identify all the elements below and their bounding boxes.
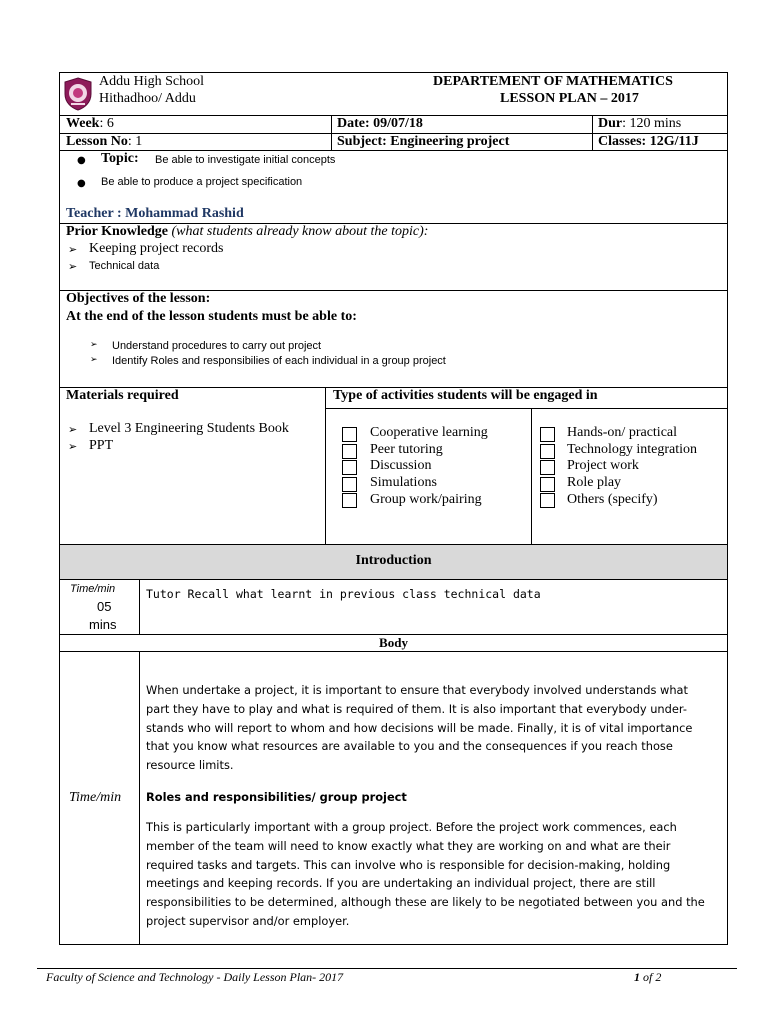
- prior-item: Technical data: [89, 260, 160, 272]
- page-current: 1: [634, 970, 640, 984]
- checkbox-cooperative-learning[interactable]: [342, 427, 357, 442]
- text-line: required tasks and targets. This can involve who is responsible for decision-making, holding: [146, 857, 671, 872]
- material-item: Level 3 Engineering Students Book: [89, 421, 289, 436]
- checkbox-role-play[interactable]: [540, 477, 555, 492]
- week-label: Week: [66, 116, 100, 131]
- subject-value: Engineering project: [390, 134, 510, 149]
- dur-label: Dur: [598, 116, 623, 131]
- objectives-subheading: At the end of the lesson students must be able to:: [66, 309, 357, 324]
- activity-label: Peer tutoring: [370, 442, 443, 457]
- activity-label: Hands-on/ practical: [567, 425, 678, 440]
- text-line: meetings and keeping records. If you are undertaking an individual project, there are still: [146, 876, 656, 891]
- topic-item: Be able to investigate initial concepts: [155, 154, 336, 166]
- classes-field: [598, 134, 699, 150]
- body-subheading: Roles and responsibilities/ group project: [146, 790, 407, 804]
- date-field: [337, 116, 423, 132]
- page-number: [634, 970, 661, 985]
- arrow-bullet-icon: ➢: [68, 260, 78, 273]
- text-line: responsibilities to be determined, although these are likely to be negotiated between you and the: [146, 895, 705, 910]
- checkbox-simulations[interactable]: [342, 477, 357, 492]
- activity-label: Project work: [567, 458, 639, 473]
- checkbox-technology-integration[interactable]: [540, 444, 555, 459]
- classes-label: Classes:: [598, 134, 647, 149]
- objectives-heading: Objectives of the lesson:: [66, 291, 211, 306]
- date-value: 09/07/18: [373, 116, 423, 131]
- arrow-bullet-icon: ➢: [68, 243, 78, 256]
- checkbox-hands-on[interactable]: [540, 427, 555, 442]
- prior-item: Keeping project records: [89, 241, 224, 256]
- week-field: [66, 116, 114, 132]
- text-line: project supervisor and/or employer.: [146, 913, 350, 928]
- checkbox-group-work[interactable]: [342, 493, 357, 508]
- lesson-plan-title: LESSON PLAN – 2017: [500, 91, 639, 106]
- duration-field: [598, 116, 681, 132]
- body-paragraph-2: [146, 818, 705, 931]
- school-name: Addu High School: [99, 74, 204, 89]
- prior-knowledge-hint: (what students already know about the topic):: [171, 224, 429, 239]
- text-line: resource limits.: [146, 758, 234, 773]
- page-of: of 2: [643, 970, 662, 984]
- body-time-label: Time/min: [69, 790, 122, 805]
- activity-label: Simulations: [370, 475, 437, 490]
- subject-label: Subject:: [337, 134, 387, 149]
- date-label: Date:: [337, 116, 370, 131]
- text-line: When undertake a project, it is important to ensure that everybody involved understands what: [146, 683, 689, 697]
- activity-label: Cooperative learning: [370, 425, 488, 440]
- intro-time-label: Time/min: [70, 583, 116, 595]
- arrow-bullet-icon: ➢: [68, 440, 78, 453]
- week-value: : 6: [99, 116, 114, 131]
- subject-field: [337, 134, 509, 150]
- activity-label: Discussion: [370, 458, 432, 473]
- department-title: DEPARTEMENT OF MATHEMATICS: [433, 74, 673, 89]
- bullet-icon: ●: [77, 178, 86, 189]
- text-line: member of the team will need to know exactly what they are working on and what are their: [146, 838, 671, 853]
- introduction-heading: Introduction: [355, 553, 432, 568]
- activities-heading: Type of activities students will be engaged in: [333, 388, 598, 403]
- intro-text: Tutor Recall what learnt in previous class technical data: [146, 587, 541, 601]
- intro-time-unit: mins: [89, 617, 117, 632]
- objective-item: Identify Roles and responsibilies of each individual in a group project: [112, 355, 446, 367]
- objective-item: Understand procedures to carry out project: [112, 340, 322, 352]
- dur-value: : 120 mins: [622, 116, 682, 131]
- activity-label: Others (specify): [567, 492, 658, 507]
- checkbox-discussion[interactable]: [342, 460, 357, 475]
- school-crest-icon: [62, 77, 94, 111]
- lesson-value: : 1: [127, 134, 143, 149]
- arrow-bullet-icon: ➢: [90, 355, 98, 365]
- material-item: PPT: [89, 438, 114, 453]
- activity-label: Technology integration: [567, 442, 698, 457]
- activity-label: Group work/pairing: [370, 492, 482, 507]
- arrow-bullet-icon: ➢: [90, 340, 98, 350]
- teacher-name: Teacher : Mohammad Rashid: [66, 206, 244, 221]
- checkbox-others[interactable]: [540, 493, 555, 508]
- text-line: This is particularly important with a group project. Before the project work commences, each: [146, 820, 677, 834]
- arrow-bullet-icon: ➢: [68, 423, 78, 436]
- topic-item: Be able to produce a project specification: [101, 176, 303, 188]
- text-line: stands who will report to whom and how decisions will be made. Finally, it is of vital importance: [146, 720, 693, 735]
- prior-knowledge-label: Prior Knowledge: [66, 224, 169, 239]
- materials-heading: Materials required: [66, 388, 179, 403]
- topic-label: Topic:: [101, 151, 139, 166]
- intro-time-value: 05: [97, 599, 112, 614]
- prior-knowledge-heading: [66, 224, 428, 240]
- checkbox-project-work[interactable]: [540, 460, 555, 475]
- body-heading: Body: [379, 635, 408, 650]
- classes-value: 12G/11J: [649, 134, 699, 149]
- checkbox-peer-tutoring[interactable]: [342, 444, 357, 459]
- lesson-no-field: [66, 134, 142, 150]
- activity-label: Role play: [567, 475, 622, 490]
- text-line: that you know what resources are available to you and the consequences if you reach those: [146, 739, 673, 754]
- bullet-icon: ●: [77, 155, 86, 166]
- footer-rule: [37, 968, 737, 969]
- lesson-label: Lesson No: [66, 134, 128, 149]
- text-line: part they have to play and what is required of them. It is also important that everybody under-: [146, 701, 687, 716]
- body-paragraph-1: [146, 681, 692, 775]
- footer-text: Faculty of Science and Technology - Daily Lesson Plan- 2017: [46, 970, 344, 984]
- school-location: Hithadhoo/ Addu: [99, 91, 196, 106]
